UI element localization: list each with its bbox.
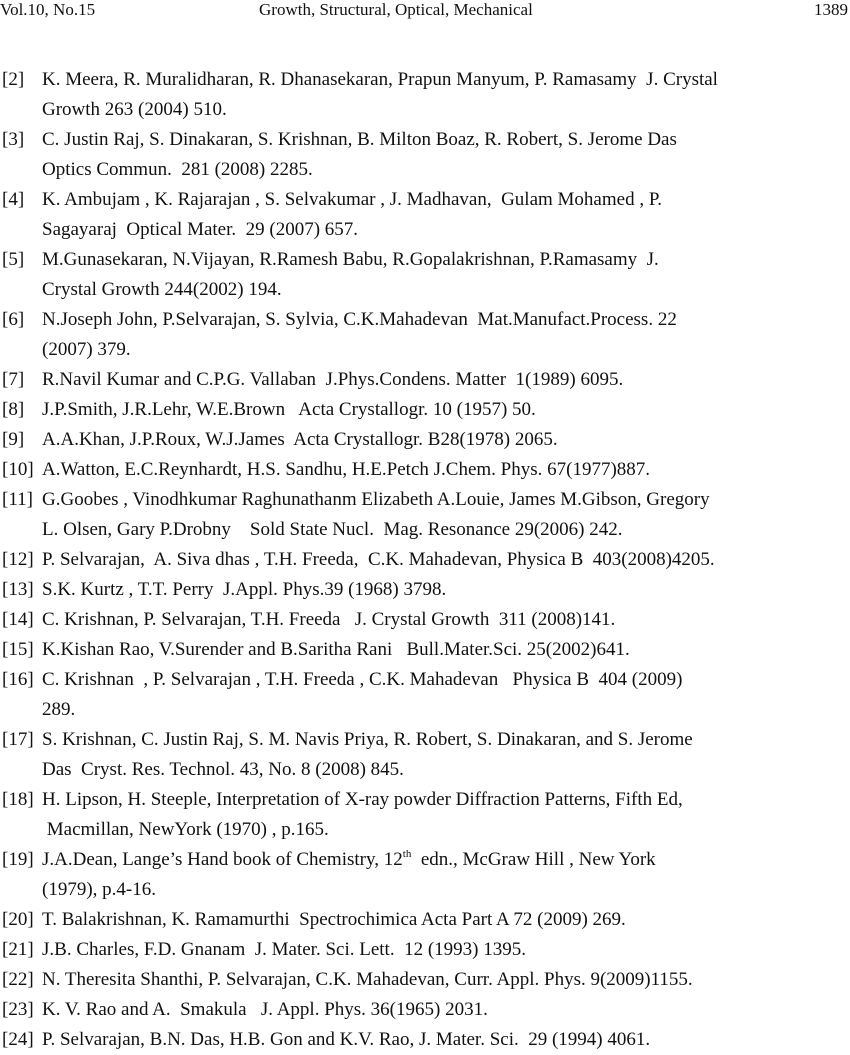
reference-number: [10] xyxy=(2,459,34,480)
reference-text xyxy=(42,1025,850,1055)
reference-text xyxy=(42,995,850,1025)
reference-text xyxy=(42,605,850,635)
reference-item xyxy=(0,485,850,545)
reference-line: N. Theresita Shanthi, P. Selvarajan, C.K. Mahadevan, Curr. Appl. Phys. 9(2009)1155. xyxy=(42,969,693,990)
reference-line: C. Krishnan , P. Selvarajan , T.H. Freeda , C.K. Mahadevan Physica B 404 (2009) xyxy=(42,669,683,690)
reference-text xyxy=(42,65,850,125)
reference-line: J.B. Charles, F.D. Gnanam J. Mater. Sci. Lett. 12 (1993) 1395. xyxy=(42,939,526,960)
reference-item xyxy=(0,575,850,605)
reference-text xyxy=(42,665,850,725)
reference-number: [16] xyxy=(2,669,34,690)
reference-text xyxy=(42,785,850,845)
reference-number: [21] xyxy=(2,939,34,960)
reference-line: Das Cryst. Res. Technol. 43, No. 8 (2008) 845. xyxy=(42,759,404,780)
reference-number: [20] xyxy=(2,909,34,930)
reference-text xyxy=(42,575,850,605)
reference-item xyxy=(0,305,850,365)
reference-line: G.Goobes , Vinodhkumar Raghunathanm Elizabeth A.Louie, James M.Gibson, Gregory xyxy=(42,489,710,510)
reference-item xyxy=(0,545,850,575)
reference-line: 289. xyxy=(42,699,76,720)
reference-text xyxy=(42,305,850,365)
reference-number: [9] xyxy=(2,429,25,450)
reference-text xyxy=(42,125,850,185)
reference-number: [17] xyxy=(2,729,34,750)
reference-text xyxy=(42,725,850,785)
reference-item xyxy=(0,665,850,725)
reference-line: (1979), p.4-16. xyxy=(42,879,156,900)
reference-text xyxy=(42,395,850,425)
reference-list xyxy=(0,65,850,1055)
running-title: Growth, Structural, Optical, Mechanical xyxy=(259,0,533,19)
reference-item xyxy=(0,1025,850,1055)
reference-line: R.Navil Kumar and C.P.G. Vallaban J.Phys.Condens. Matter 1(1989) 6095. xyxy=(42,369,624,390)
reference-number: [11] xyxy=(2,489,33,510)
reference-item xyxy=(0,245,850,305)
reference-line: N.Joseph John, P.Selvarajan, S. Sylvia, C.K.Mahadevan Mat.Manufact.Process. 22 xyxy=(42,309,677,330)
reference-line: A.Watton, E.C.Reynhardt, H.S. Sandhu, H.E.Petch J.Chem. Phys. 67(1977)887. xyxy=(42,459,651,480)
reference-line: C. Justin Raj, S. Dinakaran, S. Krishnan, B. Milton Boaz, R. Robert, S. Jerome Das xyxy=(42,129,677,150)
reference-item xyxy=(0,845,850,905)
reference-text xyxy=(42,845,850,905)
reference-number: [8] xyxy=(2,399,25,420)
reference-line: Optics Commun. 281 (2008) 2285. xyxy=(42,159,313,180)
reference-text xyxy=(42,245,850,305)
reference-text xyxy=(42,455,850,485)
reference-item xyxy=(0,785,850,845)
reference-item xyxy=(0,395,850,425)
reference-number: [18] xyxy=(2,789,34,810)
reference-line: K. Ambujam , K. Rajarajan , S. Selvakumar , J. Madhavan, Gulam Mohamed , P. xyxy=(42,189,663,210)
reference-line: K. V. Rao and A. Smakula J. Appl. Phys. 36(1965) 2031. xyxy=(42,999,488,1020)
page-number: 1389 xyxy=(814,0,848,19)
reference-line: (2007) 379. xyxy=(42,339,131,360)
reference-number: [13] xyxy=(2,579,34,600)
reference-number: [22] xyxy=(2,969,34,990)
reference-item xyxy=(0,65,850,125)
reference-line: Macmillan, NewYork (1970) , p.165. xyxy=(42,819,329,840)
reference-item xyxy=(0,425,850,455)
superscript: th xyxy=(402,848,412,860)
reference-line-part: edn., McGraw Hill , New York xyxy=(411,849,656,870)
reference-text xyxy=(42,635,850,665)
reference-number: [4] xyxy=(2,189,25,210)
reference-text xyxy=(42,365,850,395)
reference-number: [12] xyxy=(2,549,34,570)
reference-text xyxy=(42,965,850,995)
reference-number: [14] xyxy=(2,609,34,630)
reference-line: K. Meera, R. Muralidharan, R. Dhanasekaran, Prapun Manyum, P. Ramasamy J. Crystal xyxy=(42,69,718,90)
reference-item xyxy=(0,935,850,965)
reference-item xyxy=(0,455,850,485)
journal-volume: Vol.10, No.15 xyxy=(0,0,96,19)
reference-line: L. Olsen, Gary P.Drobny Sold State Nucl. Mag. Resonance 29(2006) 242. xyxy=(42,519,623,540)
reference-line: C. Krishnan, P. Selvarajan, T.H. Freeda J. Crystal Growth 311 (2008)141. xyxy=(42,609,616,630)
reference-number: [7] xyxy=(2,369,25,390)
reference-text xyxy=(42,905,850,935)
reference-item xyxy=(0,365,850,395)
reference-item xyxy=(0,905,850,935)
reference-line: Sagayaraj Optical Mater. 29 (2007) 657. xyxy=(42,219,359,240)
reference-line: S.K. Kurtz , T.T. Perry J.Appl. Phys.39 (1968) 3798. xyxy=(42,579,447,600)
reference-line: Crystal Growth 244(2002) 194. xyxy=(42,279,282,300)
reference-number: [15] xyxy=(2,639,34,660)
reference-text xyxy=(42,425,850,455)
reference-line: H. Lipson, H. Steeple, Interpretation of X-ray powder Diffraction Patterns, Fifth Ed, xyxy=(42,789,683,810)
reference-line: P. Selvarajan, B.N. Das, H.B. Gon and K.V. Rao, J. Mater. Sci. 29 (1994) 4061. xyxy=(42,1029,651,1050)
reference-text xyxy=(42,935,850,965)
reference-item xyxy=(0,635,850,665)
reference-item xyxy=(0,725,850,785)
reference-item xyxy=(0,995,850,1025)
reference-line: A.A.Khan, J.P.Roux, W.J.James Acta Crystallogr. B28(1978) 2065. xyxy=(42,429,558,450)
reference-item xyxy=(0,185,850,245)
reference-item xyxy=(0,605,850,635)
reference-line-part: J.A.Dean, Lange’s Hand book of Chemistry, 12 xyxy=(42,849,403,870)
reference-item xyxy=(0,125,850,185)
page-header xyxy=(0,0,850,22)
reference-line xyxy=(42,845,850,875)
reference-number: [5] xyxy=(2,249,25,270)
reference-text xyxy=(42,545,850,575)
reference-line: K.Kishan Rao, V.Surender and B.Saritha Rani Bull.Mater.Sci. 25(2002)641. xyxy=(42,639,630,660)
reference-line: Growth 263 (2004) 510. xyxy=(42,99,227,120)
reference-line: S. Krishnan, C. Justin Raj, S. M. Navis Priya, R. Robert, S. Dinakaran, and S. Jerome xyxy=(42,729,693,750)
reference-line: M.Gunasekaran, N.Vijayan, R.Ramesh Babu, R.Gopalakrishnan, P.Ramasamy J. xyxy=(42,249,659,270)
reference-text xyxy=(42,185,850,245)
reference-number: [19] xyxy=(2,849,34,870)
reference-line: T. Balakrishnan, K. Ramamurthi Spectrochimica Acta Part A 72 (2009) 269. xyxy=(42,909,626,930)
reference-number: [3] xyxy=(2,129,25,150)
reference-line: P. Selvarajan, A. Siva dhas , T.H. Freeda, C.K. Mahadevan, Physica B 403(2008)4205. xyxy=(42,549,715,570)
reference-line: J.P.Smith, J.R.Lehr, W.E.Brown Acta Crystallogr. 10 (1957) 50. xyxy=(42,399,536,420)
reference-number: [23] xyxy=(2,999,34,1020)
reference-text xyxy=(42,485,850,545)
reference-item xyxy=(0,965,850,995)
reference-number: [24] xyxy=(2,1029,34,1050)
reference-number: [2] xyxy=(2,69,25,90)
reference-number: [6] xyxy=(2,309,25,330)
